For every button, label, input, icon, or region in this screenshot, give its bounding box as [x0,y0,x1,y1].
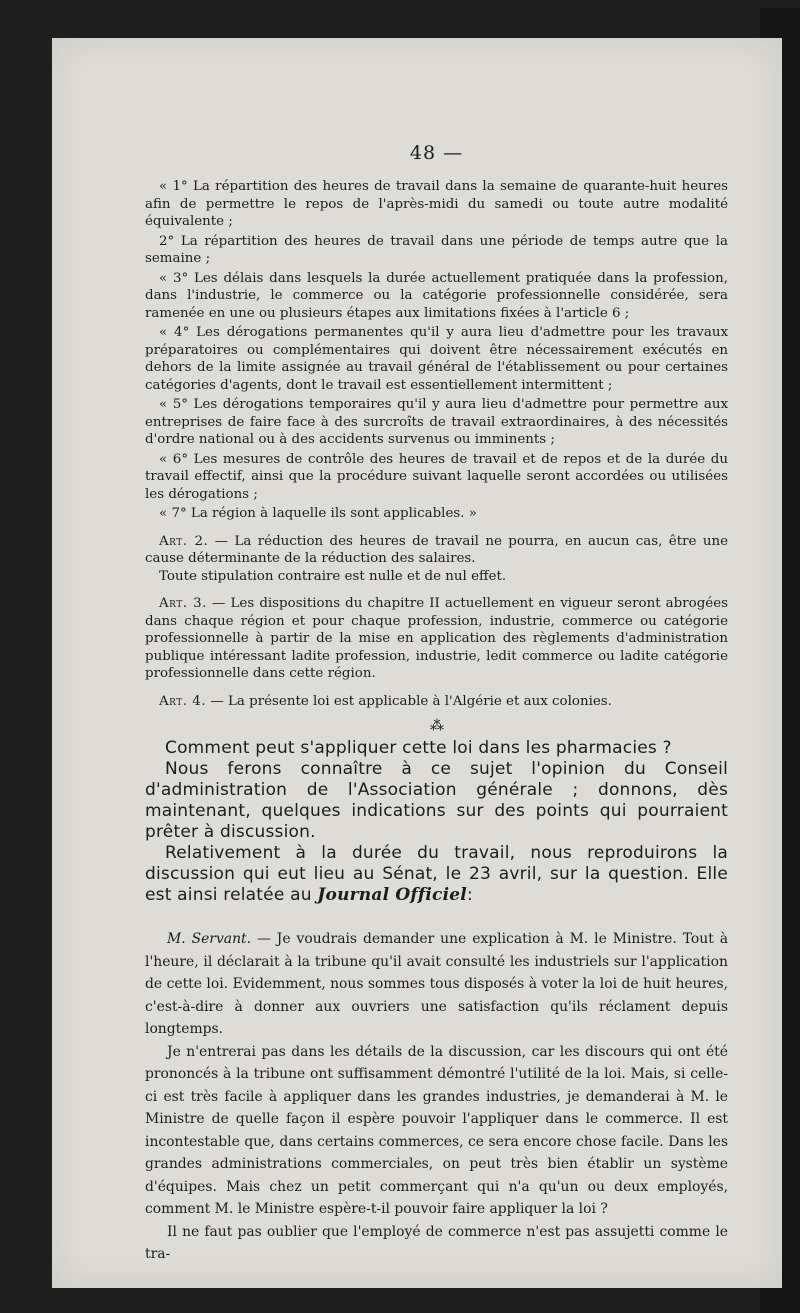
commentary-paragraph: Nous ferons connaître à ce sujet l'opinion du Conseil d'administration de l'Association générale ; donnons, dès maintenant, quelques indications sur des points qui pourraient prêter à discussion. [145,759,728,842]
article-label: Art. 3. [159,596,207,611]
article-text: — Les dispositions du chapitre II actuellement en vigueur seront abrogées dans chaque région et pour chaque profession, industrie, commerce ou catégorie professionnelle à partir de la mise en application des règlements d'administration publique intéressant ladite profession, industrie, ledit commerce ou ladite catégorie professionnelle dans cette région. [145,596,728,681]
article-3 [145,595,728,683]
list-item: « 7° La région à laquelle ils sont applicables. » [159,506,477,521]
list-item: « 3° Les délais dans lesquels la durée actuellement pratiquée dans la profession, dans l'industrie, le commerce ou la catégorie professionnelle considérée, sera ramenée en une ou plusieurs étapes aux limitations fixées à l'article 6 ; [145,270,728,321]
page-content [145,142,728,1266]
commentary-paragraph: Comment peut s'appliquer cette loi dans les pharmacies ? [165,738,672,758]
list-item: « 4° Les dérogations permanentes qu'il y aura lieu d'admettre pour les travaux préparatoires ou complémentaires qui doivent être nécessairement exécutés en dehors de la limite assignée au travail général de l'établissement ou pour certaines catégories d'agents, dont le travail est essentiellement intermittent ; [145,325,728,393]
debate-paragraph: Il ne faut pas oublier que l'employé de commerce n'est pas assujetti comme le tra- [145,1223,728,1262]
quoted-regulation-list [145,178,728,523]
list-item: « 1° La répartition des heures de travail dans la semaine de quarante-huit heures afin de permettre le repos de l'après-midi du samedi ou toute autre modalité équivalente ; [145,179,728,229]
article-text: — La présente loi est applicable à l'Algérie et aux colonies. [206,693,612,709]
debate-paragraph: M. Servant. — Je voudrais demander une explication à M. le Ministre. Tout à l'heure, il déclarait à la tribune qu'il avait consulté les industriels sur l'application de cette loi. Evidemment, nous sommes tous disposés à voter la loi de huit heures, c'est-à-dire à donner aux ouvriers une satisfaction qu'ils réclament depuis longtemps. [145,931,728,1037]
list-item: « 6° Les mesures de contrôle des heures de travail et de repos et de la durée du travail effectif, ainsi que la procédure suivant laquelle seront accordées ou utilisées les dérogations ; [145,451,728,502]
article-4 [145,693,728,711]
debate-paragraph: Je n'entrerai pas dans les détails de la discussion, car les discours qui ont été prononcés à la tribune ont suffisamment démontré l'utilité de la loi. Mais, si celle-ci est très facile à appliquer dans les grandes industries, je demanderai à M. le Ministre de quelle façon il espère pouvoir l'appliquer dans le commerce. Il est incontestable que, dans certains commerces, ce sera encore chose facile. Dans les grandes administrations commerciales, on peut très bien établir un système d'équipes. Mais chez un petit commerçant qui n'a qu'un ou deux employés, comment M. le Ministre espère-t-il pouvoir faire appliquer la loi ? [145,1043,728,1217]
article-text: Toute stipulation contraire est nulle et de nul effet. [159,568,507,584]
speaker-name: M. Servant. [167,931,252,947]
commentary-paragraph: Relativement à la durée du travail, nous reproduirons la discussion qui eut lieu au Sénat, le 23 avril, sur la question. Elle est ainsi relatée au Journal Officiel: [145,843,728,905]
article-2 [145,533,728,586]
article-label: Art. 2. [159,533,209,549]
list-item: 2° La répartition des heures de travail dans une période de temps autre que la semaine ; [145,233,728,266]
section-separator: ⁂ [430,718,443,734]
page-number: 48 — [409,142,464,164]
article-label: Art. 4. [159,693,207,709]
commentary [145,738,728,906]
senate-debate [145,928,728,1266]
list-item: « 5° Les dérogations temporaires qu'il y aura lieu d'admettre pour permettre aux entreprises de faire face à des surcroîts de travail extraordinaires, à des nécessités d'ordre national ou à des accidents survenus ou imminents ; [145,397,728,447]
journal-title: Journal Officiel [317,885,467,905]
article-text: — La réduction des heures de travail ne pourra, en aucun cas, être une cause déterminante de la réduction des salaires. [145,533,728,566]
